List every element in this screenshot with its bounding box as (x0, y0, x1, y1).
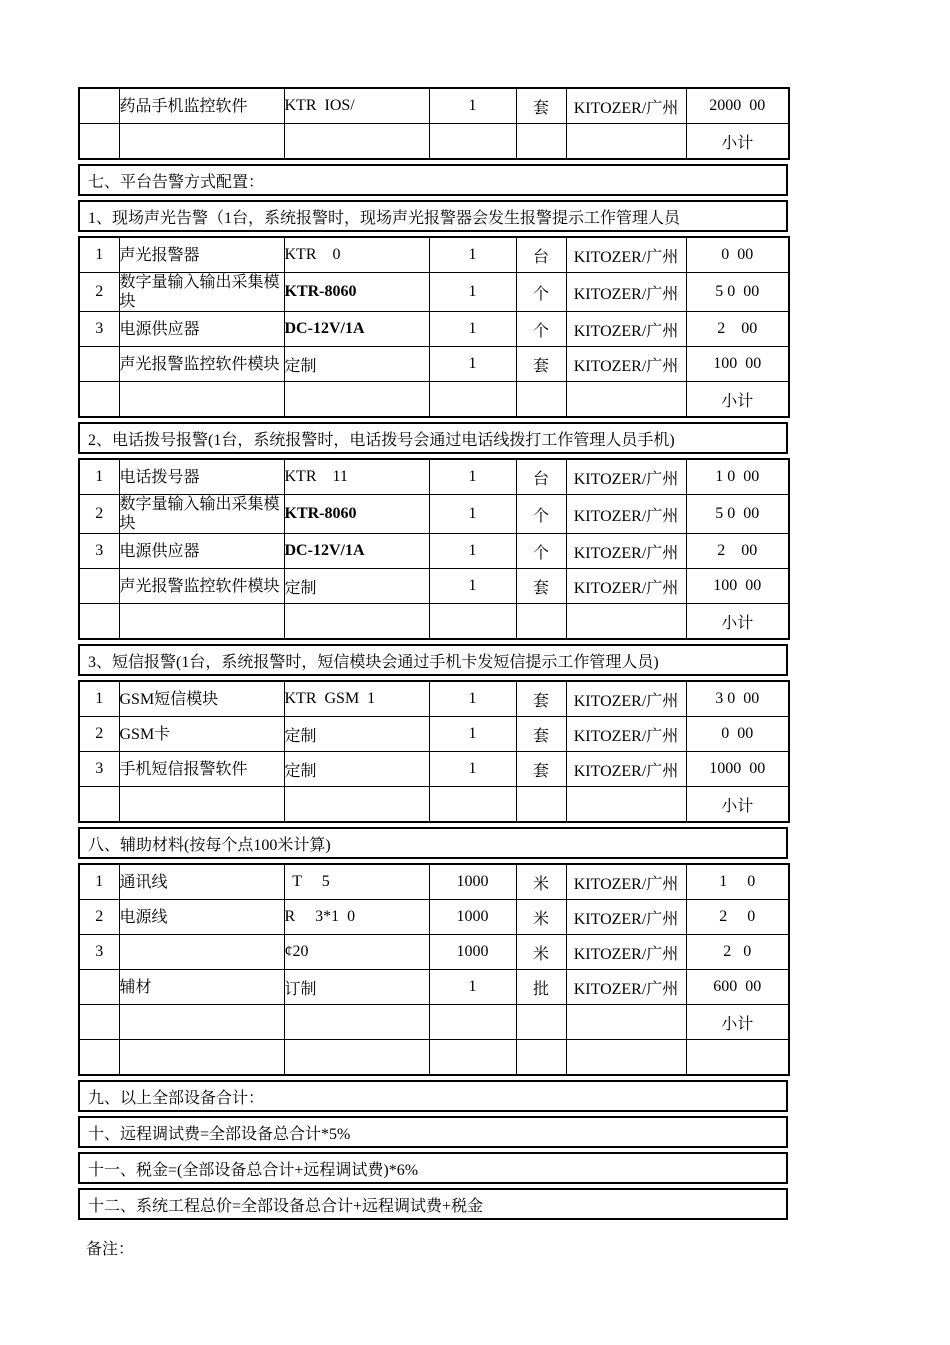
cell-item-name: 辅材 (119, 970, 284, 1005)
cell-quantity: 1 (429, 970, 516, 1005)
cell-row-number: 2 (79, 495, 119, 534)
cell-brand: KITOZER/广州 (566, 569, 686, 604)
cell-quantity: 1 (429, 273, 516, 312)
auxiliary-materials-table (78, 863, 790, 1076)
table-row (79, 604, 789, 640)
section-8-heading (78, 827, 788, 859)
table-row (79, 900, 789, 935)
section-band-text: 2、电话拨号报警(1台，系统报警时，电话拨号会通过电话线拨打工作管理人员手机) (88, 431, 675, 449)
cell-quantity: 1 (429, 237, 516, 273)
cell-model (284, 124, 429, 160)
cell-unit: 个 (516, 312, 566, 347)
cell-row-number (79, 970, 119, 1005)
cell-price: 5 0 00 (686, 495, 789, 534)
cell-price: 0 00 (686, 237, 789, 273)
cell-price: 100 00 (686, 569, 789, 604)
section-7-2-desc (78, 422, 788, 454)
cell-model: KTR GSM 1 (284, 681, 429, 717)
cell-quantity: 1 (429, 681, 516, 717)
cell-brand (566, 787, 686, 823)
cell-brand (566, 382, 686, 418)
cell-item-name: 电源供应器 (119, 312, 284, 347)
section-band-text: 十二、系统工程总价=全部设备总合计+远程调试费+税金 (88, 1197, 484, 1215)
cell-unit: 米 (516, 935, 566, 970)
cell-model: DC-12V/1A (284, 312, 429, 347)
cell-unit (516, 1005, 566, 1040)
cell-brand: KITOZER/广州 (566, 681, 686, 717)
table-row (79, 1040, 789, 1076)
cell-unit (516, 1040, 566, 1076)
cell-brand: KITOZER/广州 (566, 717, 686, 752)
cell-item-name: 声光报警监控软件模块 (119, 347, 284, 382)
cell-item-name (119, 1040, 284, 1076)
table-row (79, 864, 789, 900)
cell-quantity (429, 787, 516, 823)
section-band-text: 十、远程调试费=全部设备总合计*5% (88, 1125, 351, 1143)
section-7-heading (78, 164, 788, 196)
table-row (79, 347, 789, 382)
cell-model (284, 604, 429, 640)
cell-price: 5 0 00 (686, 273, 789, 312)
section-10-heading (78, 1116, 788, 1148)
cell-unit (516, 604, 566, 640)
table-row (79, 970, 789, 1005)
cell-price: 小计 (686, 382, 789, 418)
cell-row-number: 3 (79, 534, 119, 569)
cell-price: 100 00 (686, 347, 789, 382)
cell-brand: KITOZER/广州 (566, 459, 686, 495)
cell-quantity: 1 (429, 752, 516, 787)
cell-price: 2 00 (686, 534, 789, 569)
cell-item-name: 电源线 (119, 900, 284, 935)
cell-unit: 套 (516, 569, 566, 604)
cell-price: 小计 (686, 1005, 789, 1040)
cell-price: 600 00 (686, 970, 789, 1005)
cell-item-name (119, 787, 284, 823)
table-row (79, 88, 789, 124)
cell-brand: KITOZER/广州 (566, 347, 686, 382)
cell-model: KTR 11 (284, 459, 429, 495)
cell-item-name: 电话拨号器 (119, 459, 284, 495)
cell-item-name (119, 1005, 284, 1040)
cell-row-number (79, 604, 119, 640)
table-row (79, 681, 789, 717)
cell-item-name: GSM短信模块 (119, 681, 284, 717)
cell-item-name: 数字量输入输出采集模块 (119, 495, 284, 534)
cell-brand: KITOZER/广州 (566, 935, 686, 970)
cell-row-number: 1 (79, 864, 119, 900)
cell-brand (566, 1005, 686, 1040)
table-row (79, 237, 789, 273)
cell-model (284, 787, 429, 823)
cell-quantity: 1 (429, 495, 516, 534)
cell-unit (516, 124, 566, 160)
cell-model: KTR 0 (284, 237, 429, 273)
cell-brand: KITOZER/广州 (566, 88, 686, 124)
cell-row-number (79, 124, 119, 160)
cell-model: KTR IOS/ (284, 88, 429, 124)
cell-unit: 套 (516, 717, 566, 752)
phone-dial-alarm-table (78, 458, 790, 640)
table-row (79, 935, 789, 970)
cell-brand: KITOZER/广州 (566, 752, 686, 787)
cell-quantity (429, 1005, 516, 1040)
cell-quantity (429, 1040, 516, 1076)
cell-item-name (119, 604, 284, 640)
cell-brand: KITOZER/广州 (566, 864, 686, 900)
cell-price: 3 0 00 (686, 681, 789, 717)
cell-row-number: 3 (79, 752, 119, 787)
cell-row-number: 1 (79, 459, 119, 495)
section-7-1-desc (78, 200, 788, 232)
cell-quantity: 1 (429, 534, 516, 569)
cell-model: 定制 (284, 347, 429, 382)
cell-price: 小计 (686, 124, 789, 160)
cell-unit: 台 (516, 459, 566, 495)
cell-unit: 套 (516, 88, 566, 124)
section-7-3-desc (78, 644, 788, 676)
cell-unit: 台 (516, 237, 566, 273)
table-row (79, 124, 789, 160)
cell-brand: KITOZER/广州 (566, 273, 686, 312)
cell-item-name: GSM卡 (119, 717, 284, 752)
cell-price: 1 0 (686, 864, 789, 900)
table-row (79, 1005, 789, 1040)
cell-brand: KITOZER/广州 (566, 495, 686, 534)
cell-model: 定制 (284, 569, 429, 604)
cell-row-number: 1 (79, 237, 119, 273)
cell-price: 小计 (686, 787, 789, 823)
cell-price: 2 00 (686, 312, 789, 347)
cell-item-name (119, 124, 284, 160)
table-row (79, 495, 789, 534)
cell-price: 0 00 (686, 717, 789, 752)
cell-item-name: 药品手机监控软件 (119, 88, 284, 124)
cell-model (284, 1040, 429, 1076)
cell-row-number: 1 (79, 681, 119, 717)
table-row (79, 569, 789, 604)
section-band-text: 3、短信报警(1台，系统报警时，短信模块会通过手机卡发短信提示工作管理人员) (88, 653, 659, 671)
cell-item-name: 数字量输入输出采集模块 (119, 273, 284, 312)
cell-row-number: 2 (79, 717, 119, 752)
quotation-table-area (78, 87, 788, 1259)
cell-row-number (79, 1040, 119, 1076)
table-row (79, 459, 789, 495)
cell-price: 2000 00 (686, 88, 789, 124)
section-band-text: 1、现场声光告警（1台，系统报警时，现场声光报警器会发生报警提示工作管理人员 (88, 209, 681, 227)
cell-model: 订制 (284, 970, 429, 1005)
cell-model: 定制 (284, 752, 429, 787)
cell-unit: 个 (516, 534, 566, 569)
cell-row-number: 2 (79, 273, 119, 312)
cell-quantity (429, 124, 516, 160)
cell-brand (566, 1040, 686, 1076)
section-band-text: 八、辅助材料(按每个点100米计算) (88, 836, 331, 854)
cell-item-name: 电源供应器 (119, 534, 284, 569)
cell-row-number (79, 569, 119, 604)
cell-model: KTR-8060 (284, 273, 429, 312)
cell-item-name: 声光报警器 (119, 237, 284, 273)
table-row (79, 273, 789, 312)
cell-item-name: 手机短信报警软件 (119, 752, 284, 787)
cell-unit: 米 (516, 864, 566, 900)
cell-price: 1000 00 (686, 752, 789, 787)
table-row (79, 312, 789, 347)
cell-unit: 个 (516, 273, 566, 312)
cell-model (284, 1005, 429, 1040)
cell-row-number: 2 (79, 900, 119, 935)
cell-item-name: 声光报警监控软件模块 (119, 569, 284, 604)
cell-item-name (119, 382, 284, 418)
cell-quantity: 1 (429, 88, 516, 124)
cell-row-number (79, 1005, 119, 1040)
cell-brand (566, 604, 686, 640)
cell-model: ¢20 (284, 935, 429, 970)
table-row (79, 382, 789, 418)
cell-row-number (79, 382, 119, 418)
cell-unit: 个 (516, 495, 566, 534)
cell-unit: 套 (516, 347, 566, 382)
cell-brand: KITOZER/广州 (566, 970, 686, 1005)
cell-model: DC-12V/1A (284, 534, 429, 569)
cell-row-number (79, 347, 119, 382)
cell-row-number (79, 88, 119, 124)
cell-price (686, 1040, 789, 1076)
cell-quantity: 1 (429, 312, 516, 347)
section-band-text: 七、平台告警方式配置： (88, 173, 265, 191)
cell-price: 小计 (686, 604, 789, 640)
table-row (79, 717, 789, 752)
cell-model: T 5 (284, 864, 429, 900)
cell-quantity: 1000 (429, 900, 516, 935)
section-9-heading (78, 1080, 788, 1112)
cell-price: 1 0 00 (686, 459, 789, 495)
cell-brand (566, 124, 686, 160)
cell-item-name (119, 935, 284, 970)
cell-quantity: 1000 (429, 864, 516, 900)
remarks-label: 备注： (86, 1241, 135, 1258)
table-row (79, 534, 789, 569)
cell-unit: 批 (516, 970, 566, 1005)
cell-model: 定制 (284, 717, 429, 752)
section-11-heading (78, 1152, 788, 1184)
table-row (79, 752, 789, 787)
sound-light-alarm-table (78, 236, 790, 418)
cell-brand: KITOZER/广州 (566, 534, 686, 569)
section6-continuation-table (78, 87, 790, 160)
cell-unit (516, 787, 566, 823)
cell-price: 2 0 (686, 900, 789, 935)
table-row (79, 787, 789, 823)
cell-quantity (429, 382, 516, 418)
cell-price: 2 0 (686, 935, 789, 970)
cell-row-number: 3 (79, 935, 119, 970)
sms-alarm-table (78, 680, 790, 823)
cell-brand: KITOZER/广州 (566, 312, 686, 347)
section-12-heading (78, 1188, 788, 1220)
cell-quantity: 1 (429, 459, 516, 495)
cell-unit (516, 382, 566, 418)
cell-brand: KITOZER/广州 (566, 900, 686, 935)
cell-unit: 套 (516, 681, 566, 717)
cell-item-name: 通讯线 (119, 864, 284, 900)
cell-brand: KITOZER/广州 (566, 237, 686, 273)
cell-quantity: 1 (429, 347, 516, 382)
cell-model: R 3*1 0 (284, 900, 429, 935)
cell-quantity: 1 (429, 569, 516, 604)
cell-quantity (429, 604, 516, 640)
cell-row-number: 3 (79, 312, 119, 347)
cell-quantity: 1 (429, 717, 516, 752)
cell-model: KTR-8060 (284, 495, 429, 534)
cell-quantity: 1000 (429, 935, 516, 970)
cell-unit: 套 (516, 752, 566, 787)
cell-row-number (79, 787, 119, 823)
section-band-text: 九、以上全部设备合计： (88, 1089, 265, 1107)
cell-unit: 米 (516, 900, 566, 935)
section-band-text: 十一、税金=(全部设备总合计+远程调试费)*6% (88, 1161, 419, 1179)
cell-model (284, 382, 429, 418)
